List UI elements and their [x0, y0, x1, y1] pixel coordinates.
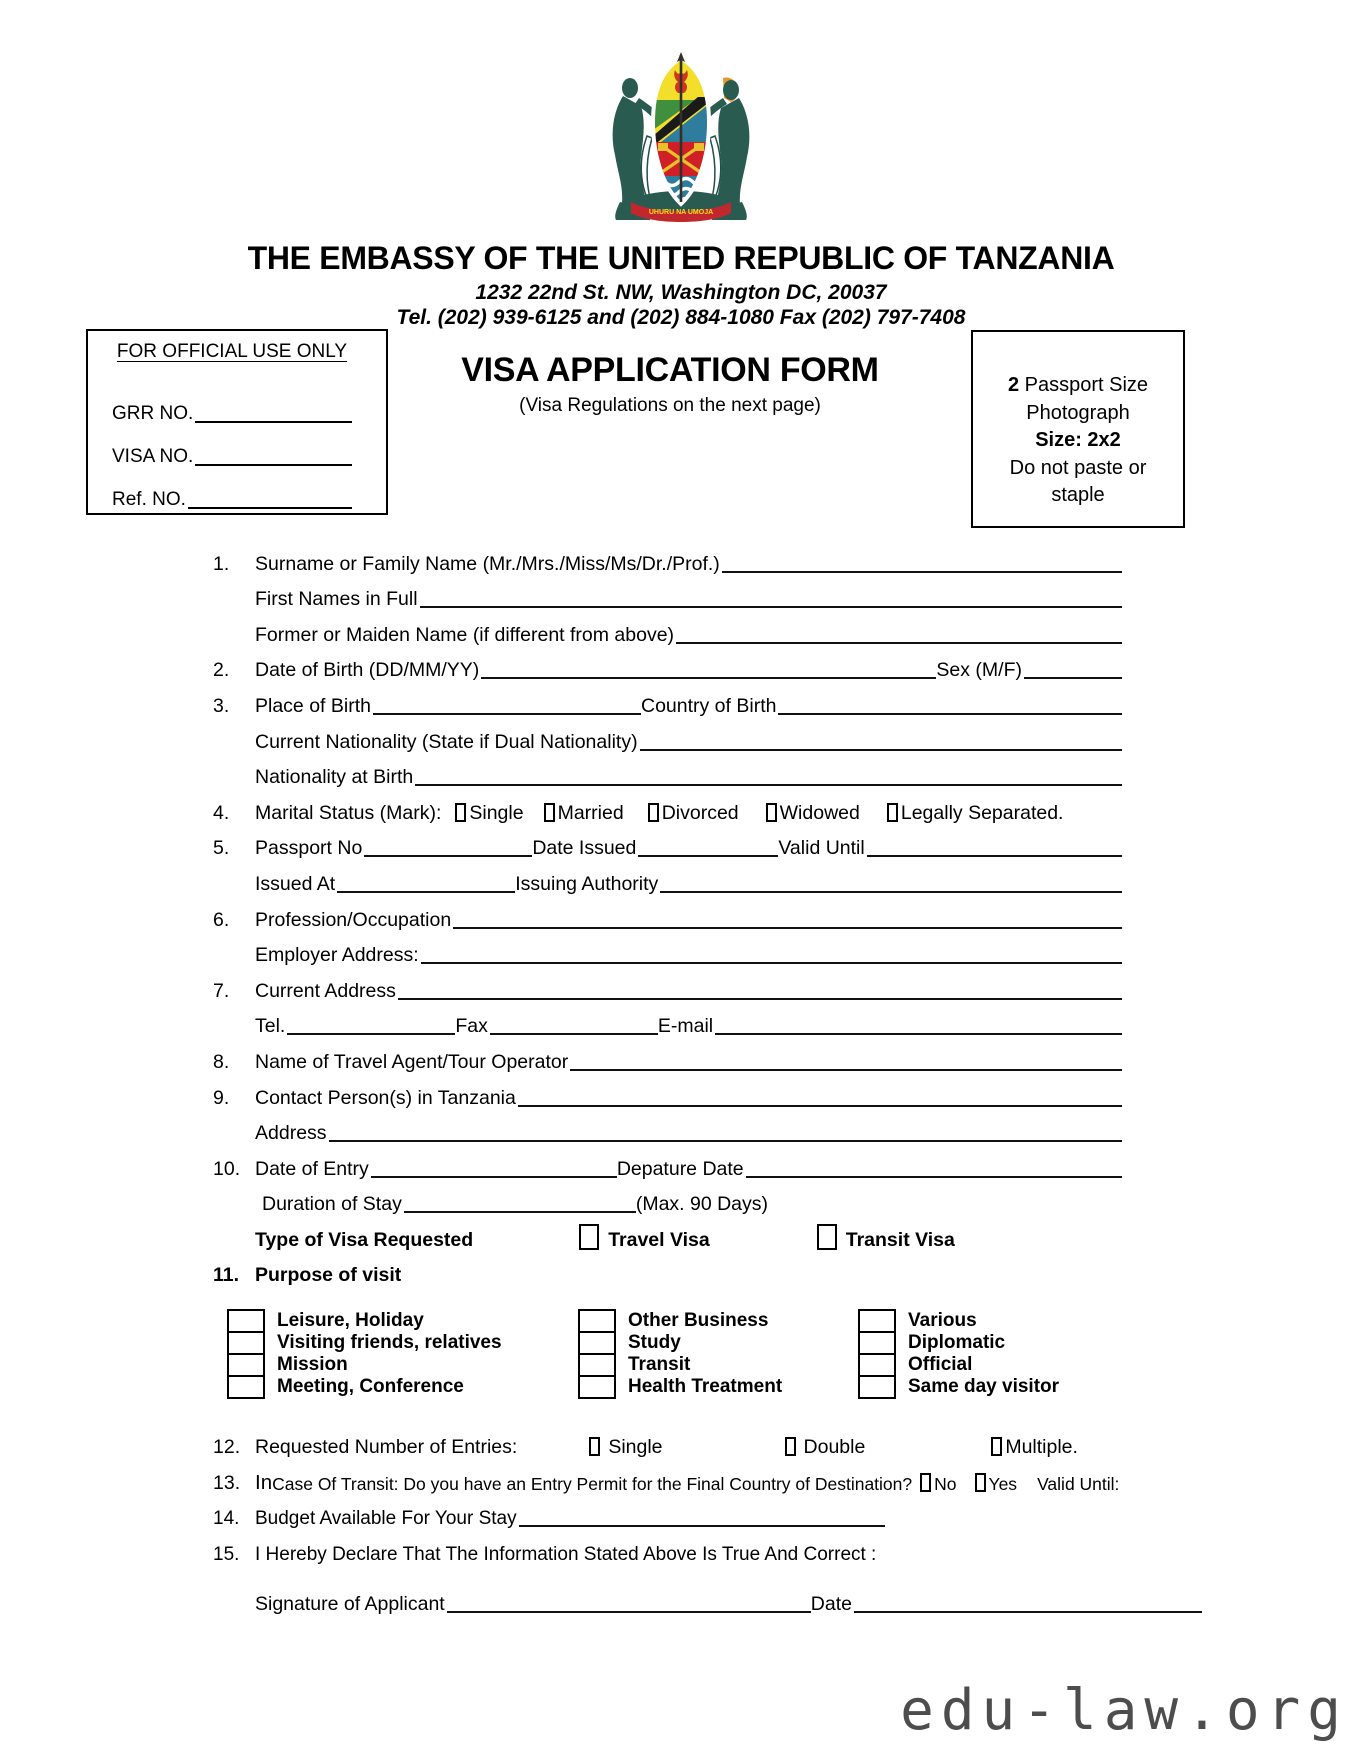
issued-at-label: Issued At — [255, 872, 336, 895]
departure-date-input-line[interactable] — [746, 1176, 1122, 1178]
mission-label: Mission — [277, 1354, 348, 1376]
date-of-entry-input-line[interactable] — [371, 1176, 617, 1178]
current-address-input-line[interactable] — [398, 998, 1122, 1000]
multiple-entry-label: Multiple. — [1005, 1436, 1078, 1459]
row-issued-at — [213, 860, 1122, 896]
row-passport: 5. Passport No Date Issued Valid Until — [213, 825, 1122, 861]
row-former-name — [213, 611, 1122, 647]
motto-text: UHURU NA UMOJA — [648, 209, 714, 216]
travel-agent-input-line[interactable] — [570, 1069, 1122, 1071]
various-label: Various — [908, 1310, 977, 1332]
row-first-names — [213, 576, 1122, 612]
duration-of-stay-label: Duration of Stay — [262, 1193, 402, 1216]
row-employer-address — [213, 932, 1122, 968]
first-names-input-line[interactable] — [420, 606, 1122, 608]
double-entry-label: Double — [803, 1436, 866, 1459]
passport-no-label: Passport No — [255, 837, 363, 860]
marital-status-label: Marital Status (Mark): — [255, 801, 442, 824]
legally-separated-label: Legally Separated. — [900, 801, 1064, 824]
row-contact-person: 9. Contact Person(s) in Tanzania — [213, 1074, 1122, 1110]
sex-input-line[interactable] — [1024, 677, 1122, 679]
date-issued-label: Date Issued — [532, 837, 637, 860]
transit-label: Transit — [628, 1354, 691, 1376]
issuing-authority-label: Issuing Authority — [515, 872, 659, 895]
purpose-labels-1 — [277, 1310, 502, 1399]
permit-yes-label: Yes — [988, 1473, 1018, 1494]
fax-label: Fax — [455, 1015, 488, 1038]
passport-no-input-line[interactable] — [364, 855, 532, 857]
fax-input-line[interactable] — [490, 1033, 658, 1035]
transit-permit-label: Case Of Transit: Do you have an Entry Permit for the Final Country of Destination? — [272, 1473, 913, 1494]
country-of-birth-label: Country of Birth — [640, 694, 777, 717]
first-names-label: First Names in Full — [255, 588, 418, 611]
date-issued-input-line[interactable] — [638, 855, 778, 857]
tel-label: Tel. — [255, 1015, 286, 1038]
place-of-birth-input-line[interactable] — [373, 713, 641, 715]
current-nationality-input-line[interactable] — [640, 749, 1122, 751]
row-contact-address — [213, 1110, 1122, 1146]
checkbox-mission[interactable] — [227, 1353, 265, 1377]
nationality-at-birth-label: Nationality at Birth — [255, 766, 414, 789]
visa-no-input-line[interactable] — [195, 464, 352, 466]
checkbox-study[interactable] — [578, 1331, 616, 1355]
row-date-of-birth: 2. Date of Birth (DD/MM/YY) Sex (M/F) — [213, 647, 1122, 683]
row-nationality-at-birth — [213, 754, 1122, 790]
date-of-entry-label: Date of Entry — [255, 1157, 369, 1180]
grr-no-input-line[interactable] — [195, 421, 352, 423]
embassy-address: 1232 22nd St. NW, Washington DC, 20037 — [475, 281, 887, 304]
checkbox-health-treatment[interactable] — [578, 1375, 616, 1399]
coat-of-arms-graphic — [604, 52, 758, 228]
checkbox-multiple-entry[interactable] — [991, 1437, 1002, 1456]
surname-input-line[interactable] — [722, 571, 1122, 573]
checkbox-leisure-holiday[interactable] — [227, 1309, 265, 1333]
purpose-checkbox-stack-1 — [227, 1309, 265, 1399]
departure-date-label: Depature Date — [616, 1157, 744, 1180]
valid-until-input-line[interactable] — [867, 855, 1122, 857]
checkbox-various[interactable] — [858, 1309, 896, 1333]
checkbox-double-entry[interactable] — [785, 1437, 796, 1456]
embassy-phone-fax: Tel. (202) 939-6125 and (202) 884-1080 Fax (202) 797-7408 — [396, 306, 966, 329]
current-nationality-label: Current Nationality (State if Dual Nationality) — [255, 730, 638, 753]
row-current-nationality — [213, 718, 1122, 754]
tanzania-coat-of-arms — [604, 52, 758, 228]
row-marital-status: 4. Marital Status (Mark): Single Married Divorced Widowed Legally Separated. — [213, 801, 1064, 824]
row-profession: 6. Profession/Occupation — [213, 896, 1122, 932]
date-label: Date — [810, 1593, 852, 1616]
form-fields — [213, 540, 1122, 1616]
grr-no-label: GRR NO. — [112, 403, 194, 424]
row-travel-agent: 8. Name of Travel Agent/Tour Operator — [213, 1038, 1122, 1074]
purpose-labels-2 — [628, 1310, 782, 1399]
row-tel-fax-email — [213, 1003, 1122, 1039]
visiting-friends-label: Visiting friends, relatives — [277, 1332, 502, 1354]
study-label: Study — [628, 1332, 681, 1354]
row-visa-type — [213, 1216, 1122, 1252]
contact-person-label: Contact Person(s) in Tanzania — [255, 1086, 516, 1109]
checkbox-widowed[interactable] — [766, 803, 777, 822]
ref-no-label: Ref. NO. — [112, 489, 186, 510]
dob-input-line[interactable] — [481, 677, 936, 679]
profession-label: Profession/Occupation — [255, 908, 452, 931]
checkbox-legally-separated[interactable] — [887, 803, 898, 822]
travel-agent-label: Name of Travel Agent/Tour Operator — [255, 1050, 569, 1073]
former-name-label: Former or Maiden Name (if different from above) — [255, 623, 675, 646]
purpose-checkbox-stack-2 — [578, 1309, 616, 1399]
sex-label: Sex (M/F) — [936, 659, 1022, 682]
permit-no-label: No — [934, 1473, 957, 1494]
surname-label: Surname or Family Name (Mr./Mrs./Miss/Ms/Dr./Prof.) — [255, 552, 720, 575]
row-budget: 14. Budget Available For Your Stay — [213, 1495, 1122, 1531]
row-date-of-entry: 10. Date of Entry Depature Date — [213, 1145, 1122, 1181]
purpose-column-1 — [227, 1309, 502, 1399]
signature-label: Signature of Applicant — [255, 1593, 445, 1616]
checkbox-single-entry[interactable] — [589, 1437, 600, 1456]
photo-box-line3: Size: 2x2 — [1035, 429, 1121, 451]
checkbox-divorced[interactable] — [648, 803, 659, 822]
issuing-authority-input-line[interactable] — [660, 891, 1122, 893]
checkbox-same-day-visitor[interactable] — [858, 1375, 896, 1399]
permit-valid-until-label: Valid Until: — [1037, 1473, 1120, 1494]
official-use-box — [86, 329, 388, 515]
checkbox-permit-yes[interactable] — [975, 1473, 986, 1492]
current-address-label: Current Address — [255, 979, 396, 1002]
former-name-input-line[interactable] — [676, 642, 1122, 644]
employer-address-label: Employer Address: — [255, 944, 419, 967]
budget-label: Budget Available For Your Stay — [255, 1508, 517, 1530]
health-treatment-label: Health Treatment — [628, 1376, 783, 1398]
visa-type-label: Type of Visa Requested — [255, 1228, 474, 1251]
tel-input-line[interactable] — [287, 1033, 455, 1035]
row-current-address: 7. Current Address — [213, 967, 1122, 1003]
purpose-column-2 — [578, 1309, 782, 1399]
contact-person-input-line[interactable] — [518, 1105, 1122, 1107]
form-title: VISA APPLICATION FORM — [461, 351, 879, 389]
checkbox-other-business[interactable] — [578, 1309, 616, 1333]
contact-address-label: Address — [255, 1122, 327, 1145]
diplomatic-label: Diplomatic — [908, 1332, 1006, 1354]
other-business-label: Other Business — [628, 1310, 769, 1332]
widowed-label: Widowed — [779, 801, 860, 824]
transit-visa-label: Transit Visa — [845, 1228, 955, 1251]
country-of-birth-input-line[interactable] — [778, 713, 1122, 715]
divorced-label: Divorced — [661, 801, 739, 824]
leisure-holiday-label: Leisure, Holiday — [277, 1310, 424, 1332]
profession-input-line[interactable] — [453, 927, 1122, 929]
grr-no-row — [112, 382, 352, 425]
valid-until-label: Valid Until — [778, 837, 865, 860]
visa-no-label: VISA NO. — [112, 446, 194, 467]
row-surname: 1. Surname or Family Name (Mr./Mrs./Miss/Ms/Dr./Prof.) — [213, 540, 1122, 576]
single-entry-label: Single — [608, 1436, 663, 1459]
checkbox-diplomatic[interactable] — [858, 1331, 896, 1355]
row-place-of-birth: 3. Place of Birth Country of Birth — [213, 682, 1122, 718]
watermark: edu-law.org — [900, 1678, 1348, 1743]
checkbox-travel-visa[interactable] — [579, 1224, 599, 1250]
photo-box-line1: 2 Passport Size — [1007, 374, 1149, 396]
purpose-checkbox-stack-3 — [858, 1309, 896, 1399]
purpose-of-visit-label: Purpose of visit — [255, 1264, 402, 1287]
checkbox-meeting-conference[interactable] — [227, 1375, 265, 1399]
row-transit-permit: 13. In Case Of Transit: Do you have an Entry Permit for the Final Country of Destination? No Yes Valid Until: — [213, 1470, 1120, 1494]
checkbox-official[interactable] — [858, 1353, 896, 1377]
photo-box-line4: Do not paste or — [1009, 456, 1147, 479]
email-input-line[interactable] — [715, 1033, 1122, 1035]
meeting-conference-label: Meeting, Conference — [277, 1376, 464, 1398]
email-label: E-mail — [657, 1015, 714, 1038]
official-label: Official — [908, 1354, 973, 1376]
purpose-labels-3 — [908, 1310, 1059, 1399]
max-90-days-label: (Max. 90 Days) — [635, 1193, 769, 1216]
signature-input-line[interactable] — [447, 1611, 811, 1613]
photo-box-line2: Photograph — [1026, 401, 1130, 424]
photo-box — [971, 330, 1185, 528]
place-of-birth-label: Place of Birth — [255, 694, 371, 717]
form-title-block — [392, 351, 948, 417]
row-signature — [213, 1581, 1202, 1617]
ref-no-row — [112, 468, 352, 511]
entries-label: Requested Number of Entries: — [255, 1436, 518, 1459]
transit-permit-lead: In — [255, 1470, 273, 1494]
single-status-label: Single — [469, 801, 524, 824]
checkbox-married[interactable] — [544, 803, 555, 822]
row-purpose-heading: 11. Purpose of visit — [213, 1264, 402, 1287]
checkbox-transit-purpose[interactable] — [578, 1353, 616, 1377]
nationality-at-birth-input-line[interactable] — [415, 784, 1122, 786]
purpose-column-3 — [858, 1309, 1059, 1399]
employer-address-input-line[interactable] — [421, 962, 1122, 964]
row-declaration: 15. I Hereby Declare That The Information Stated Above Is True And Correct : — [213, 1543, 877, 1565]
embassy-title: THE EMBASSY OF THE UNITED REPUBLIC OF TANZANIA — [247, 240, 1115, 276]
purpose-of-visit-grid — [213, 1309, 1122, 1407]
visa-no-row — [112, 425, 352, 468]
married-label: Married — [557, 801, 624, 824]
date-input-line[interactable] — [854, 1611, 1202, 1613]
budget-input-line[interactable] — [519, 1525, 885, 1527]
checkbox-transit-visa[interactable] — [817, 1224, 837, 1250]
dob-label: Date of Birth (DD/MM/YY) — [255, 659, 480, 682]
issued-at-input-line[interactable] — [337, 891, 515, 893]
checkbox-permit-no[interactable] — [920, 1473, 931, 1492]
checkbox-visiting-friends[interactable] — [227, 1331, 265, 1355]
contact-address-input-line[interactable] — [329, 1140, 1122, 1142]
travel-visa-label: Travel Visa — [608, 1228, 710, 1251]
declaration-label: I Hereby Declare That The Information Stated Above Is True And Correct : — [255, 1543, 877, 1565]
checkbox-single-status[interactable] — [455, 803, 466, 822]
form-subtitle: (Visa Regulations on the next page) — [519, 395, 821, 416]
duration-of-stay-input-line[interactable] — [404, 1211, 636, 1213]
row-duration-of-stay — [213, 1181, 1122, 1217]
row-entries: 12. Requested Number of Entries: Single Double Multiple. — [213, 1436, 1078, 1459]
official-use-title: FOR OFFICIAL USE ONLY — [116, 341, 348, 362]
photo-box-line5: staple — [1051, 484, 1105, 506]
ref-no-input-line[interactable] — [188, 507, 352, 509]
same-day-visitor-label: Same day visitor — [908, 1376, 1060, 1398]
